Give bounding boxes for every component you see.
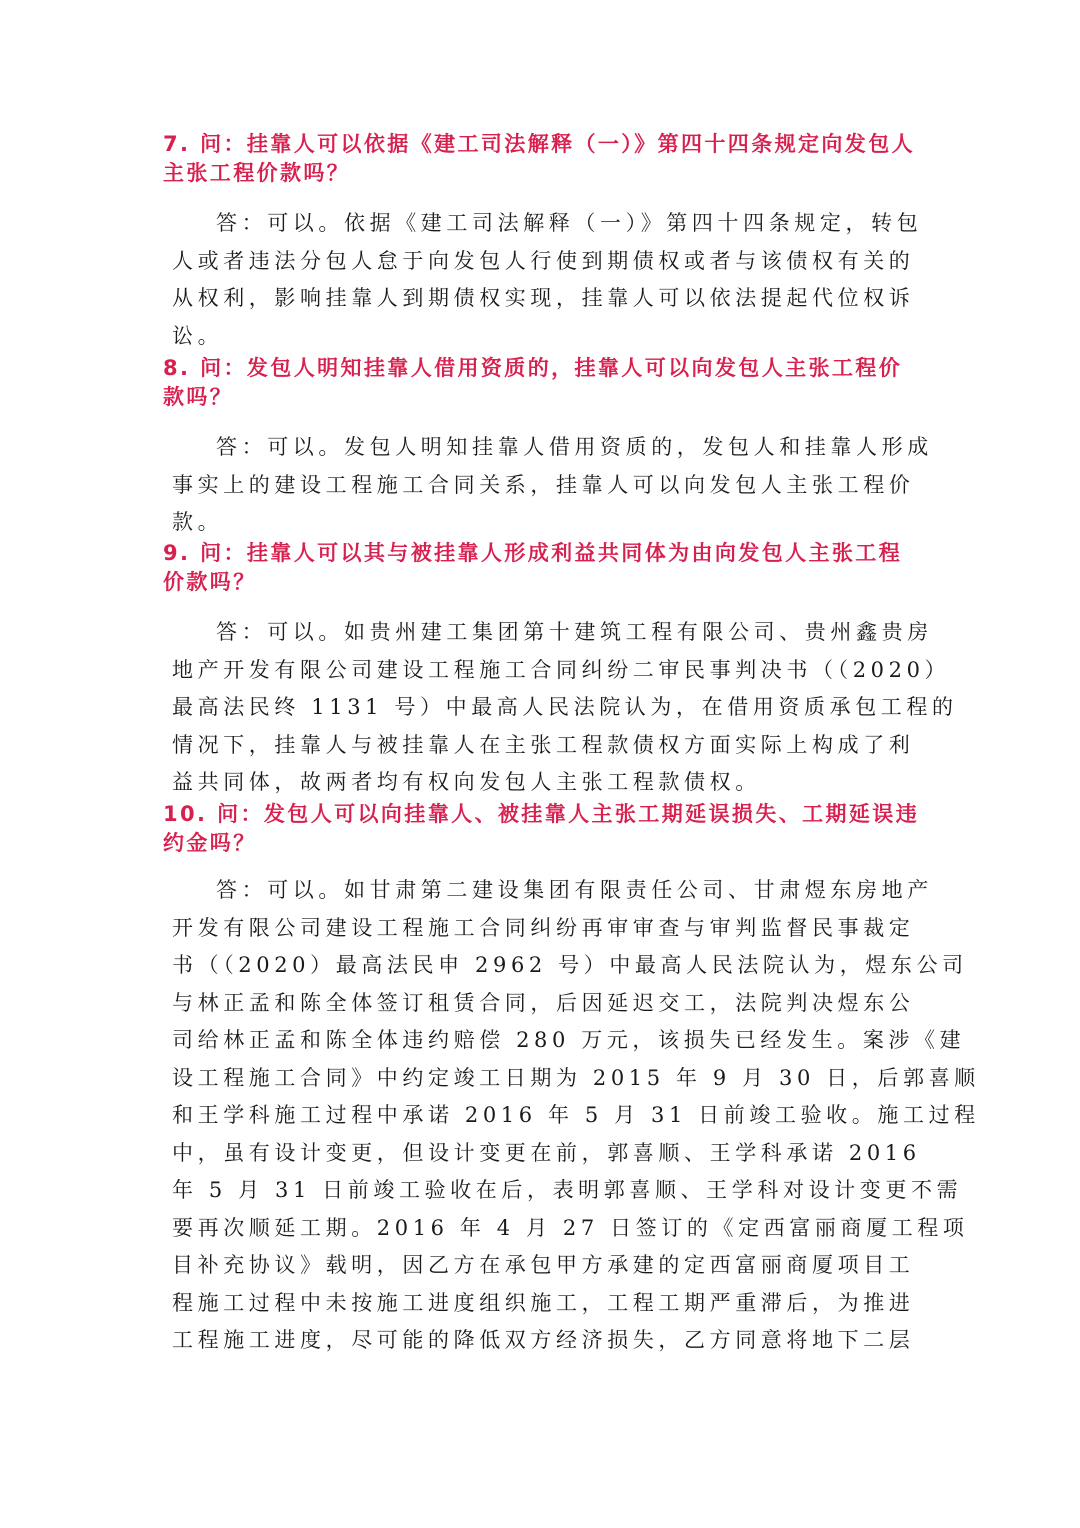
answer-line: 程施工过程中未按施工进度组织施工，工程工期严重滞后，为推进 <box>172 1290 915 1315</box>
answer-line: 与林正孟和陈全体签订租赁合同，后因延迟交工，法院判决煜东公 <box>172 990 915 1015</box>
question-7: 7. 问：挂靠人可以依据《建工司法解释（一）》第四十四条规定向发包人主张工程价款吗？ <box>163 132 915 185</box>
question-8: 8. 问：发包人明知挂靠人借用资质的，挂靠人可以向发包人主张工程价款吗？ <box>163 356 903 409</box>
answer-10 <box>172 872 980 1360</box>
question-9: 9. 问：挂靠人可以其与被挂靠人形成利益共同体为由向发包人主张工程价款吗？ <box>163 541 903 594</box>
answer-line: 答：可以。如贵州建工集团第十建筑工程有限公司、贵州鑫贵房 <box>216 620 933 644</box>
answer-line: 答：可以。发包人明知挂靠人借用资质的，发包人和挂靠人形成 <box>216 435 933 459</box>
answer-line: 司给林正孟和陈全体违约赔偿 280 万元，该损失已经发生。案涉《建 <box>172 1028 966 1052</box>
answer-line: 目补充协议》载明，因乙方在承包甲方承建的定西富丽商厦项目工 <box>172 1253 915 1277</box>
answer-line: 要再次顺延工期。2016 年 4 月 27 日签订的《定西富丽商厦工程项 <box>172 1215 969 1240</box>
answer-line: 事实上的建设工程施工合同关系，挂靠人可以向发包人主张工程价 <box>172 472 915 497</box>
answer-line: 开发有限公司建设工程施工合同纠纷再审审查与审判监督民事裁定 <box>172 915 915 940</box>
question-10: 10. 问：发包人可以向挂靠人、被挂靠人主张工期延误损失、工期延误违约金吗？ <box>163 802 920 855</box>
answer-line: 和王学科施工过程中承诺 2016 年 5 月 31 日前竣工验收。施工过程 <box>172 1103 980 1127</box>
answer-line: 益共同体，故两者均有权向发包人主张工程款债权。 <box>172 770 761 794</box>
answer-line: 情况下，挂靠人与被挂靠人在主张工程款债权方面实际上构成了利 <box>172 732 915 757</box>
answer-line: 中，虽有设计变更，但设计变更在前，郭喜顺、王学科承诺 2016 <box>172 1140 921 1165</box>
answer-line: 答：可以。如甘肃第二建设集团有限责任公司、甘肃煜东房地产 <box>216 878 933 902</box>
answer-line: 答：可以。依据《建工司法解释（一）》第四十四条规定，转包 <box>216 211 923 235</box>
answer-line: 工程施工进度，尽可能的降低双方经济损失，乙方同意将地下二层 <box>172 1328 915 1352</box>
answer-line: 款。 <box>172 510 224 534</box>
answer-line: 从权利，影响挂靠人到期债权实现，挂靠人可以依法提起代位权诉 <box>172 286 915 310</box>
answer-line: 地产开发有限公司建设工程施工合同纠纷二审民事判决书（（2020） <box>172 657 951 682</box>
answer-8 <box>172 429 933 542</box>
answer-9 <box>172 614 958 802</box>
answer-line: 最高法民终 1131 号）中最高人民法院认为，在借用资质承包工程的 <box>172 695 958 719</box>
answer-line: 年 5 月 31 日前竣工验收在后，表明郭喜顺、王学科对设计变更不需 <box>172 1178 963 1202</box>
answer-line: 人或者违法分包人怠于向发包人行使到期债权或者与该债权有关的 <box>172 248 915 273</box>
answer-7 <box>172 205 923 355</box>
answer-line: 讼。 <box>172 323 224 348</box>
answer-line: 设工程施工合同》中约定竣工日期为 2015 年 9 月 30 日，后郭喜顺 <box>172 1065 980 1090</box>
answer-line: 书（（2020）最高法民申 2962 号）中最高人民法院认为，煜东公司 <box>172 953 968 977</box>
